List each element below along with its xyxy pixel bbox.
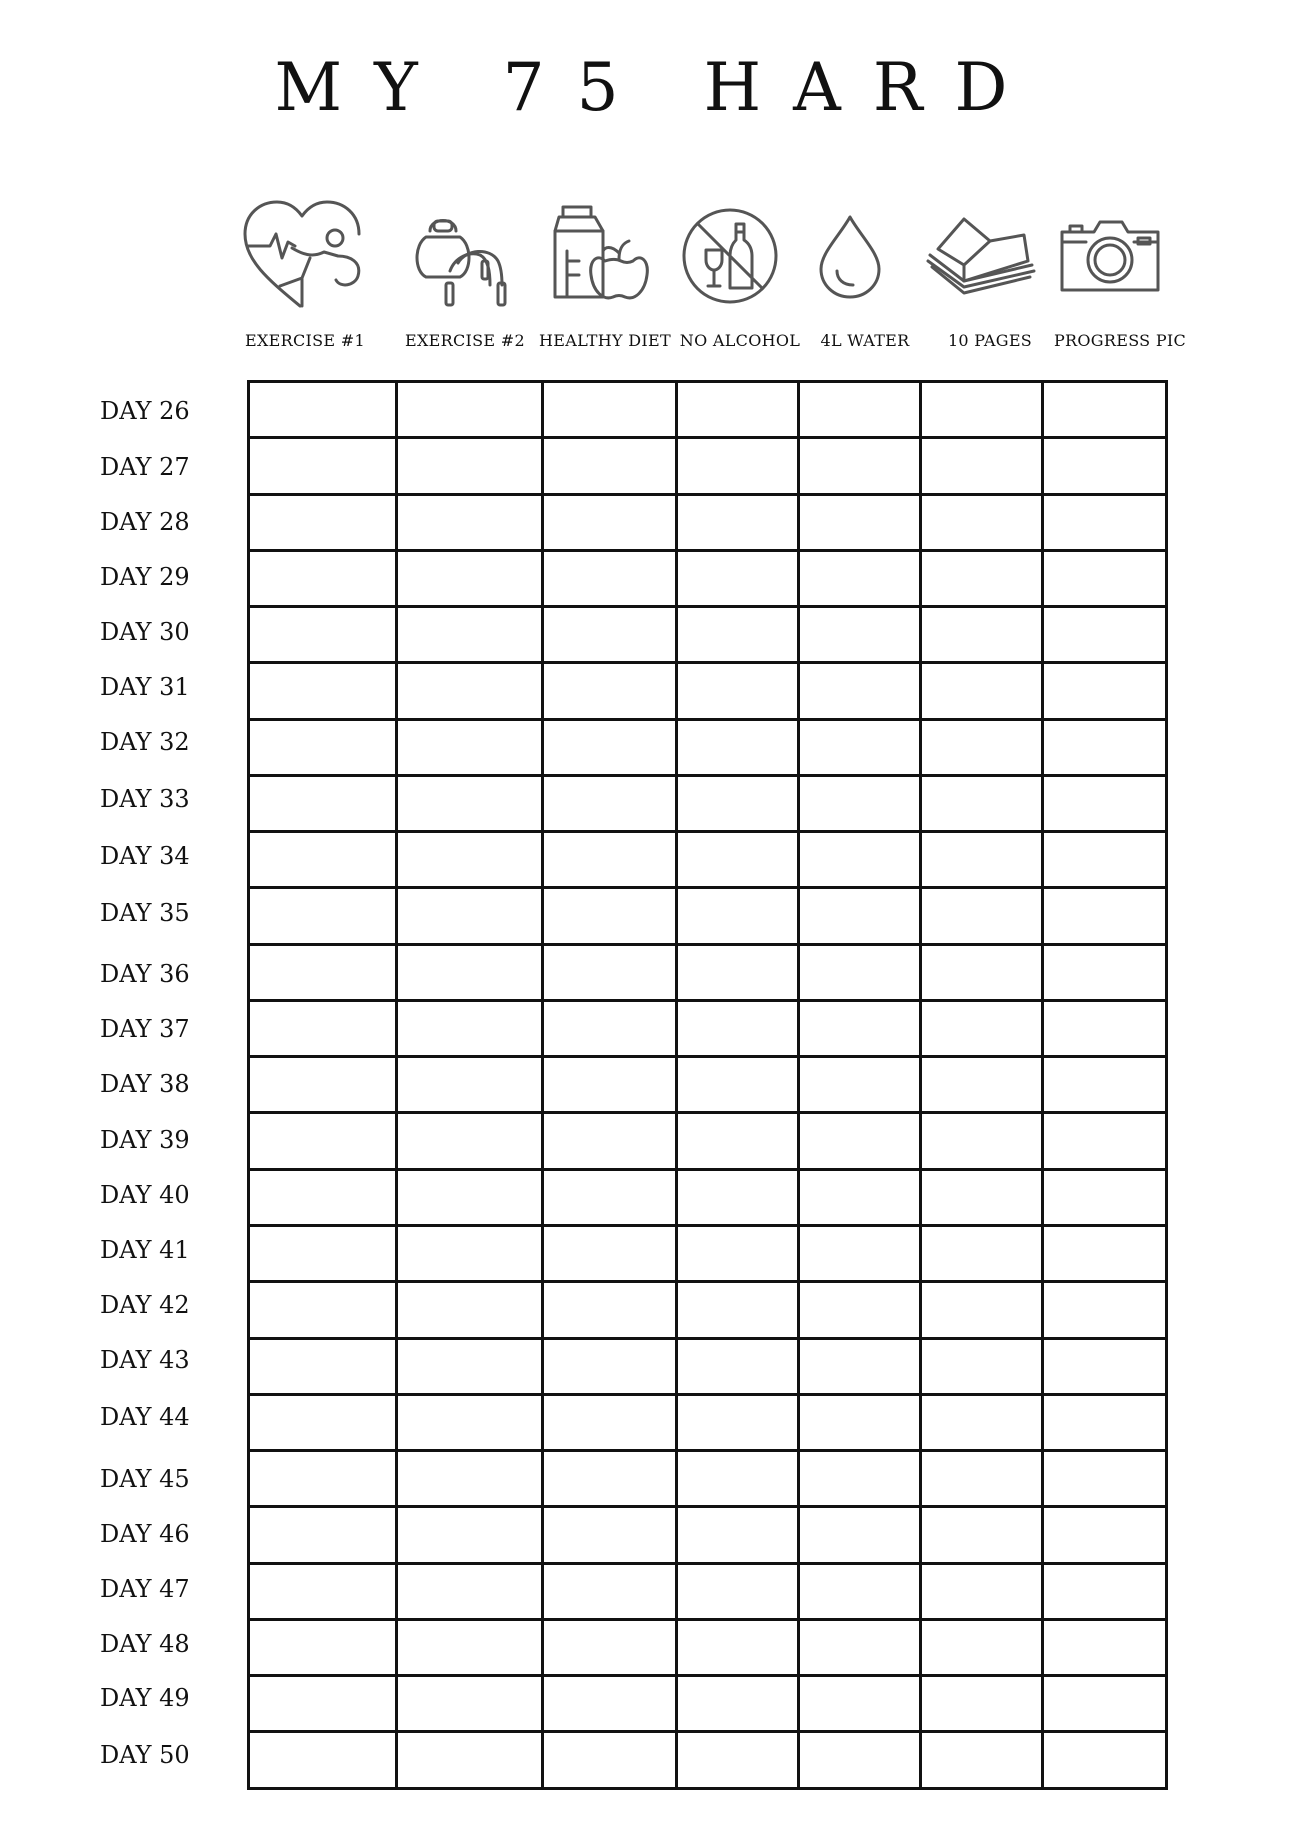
page-title: MY 75 HARD: [274, 49, 1040, 126]
check-cell[interactable]: [1043, 1113, 1167, 1169]
check-cell[interactable]: [677, 1225, 799, 1281]
check-cell[interactable]: [677, 1282, 799, 1338]
check-cell[interactable]: [397, 719, 543, 775]
check-cell[interactable]: [543, 832, 677, 888]
day-label: DAY 49: [100, 1684, 190, 1712]
check-cell[interactable]: [799, 550, 921, 606]
column-header-exercise-1: EXERCISE #1: [245, 331, 365, 350]
check-cell[interactable]: [677, 1563, 799, 1619]
day-label: DAY 37: [100, 1015, 190, 1043]
check-cell[interactable]: [677, 550, 799, 606]
check-cell[interactable]: [249, 832, 397, 888]
check-cell[interactable]: [921, 494, 1043, 550]
check-cell[interactable]: [799, 438, 921, 494]
check-cell[interactable]: [799, 888, 921, 944]
check-cell[interactable]: [249, 607, 397, 663]
check-cell[interactable]: [921, 607, 1043, 663]
day-label: DAY 35: [100, 899, 190, 927]
check-cell[interactable]: [543, 1563, 677, 1619]
check-cell[interactable]: [677, 1394, 799, 1450]
check-cell[interactable]: [921, 944, 1043, 1000]
table-row: [249, 1338, 1167, 1394]
table-row: [249, 607, 1167, 663]
check-cell[interactable]: [249, 1619, 397, 1675]
check-cell[interactable]: [397, 607, 543, 663]
check-cell[interactable]: [397, 382, 543, 438]
check-cell[interactable]: [397, 1338, 543, 1394]
check-cell[interactable]: [921, 438, 1043, 494]
check-cell[interactable]: [249, 1676, 397, 1732]
check-cell[interactable]: [1043, 1619, 1167, 1675]
day-label: DAY 46: [100, 1520, 190, 1548]
check-cell[interactable]: [1043, 382, 1167, 438]
check-cell[interactable]: [397, 832, 543, 888]
check-cell[interactable]: [799, 494, 921, 550]
check-cell[interactable]: [677, 1451, 799, 1507]
check-cell[interactable]: [543, 1507, 677, 1563]
check-cell[interactable]: [397, 1282, 543, 1338]
check-cell[interactable]: [249, 663, 397, 719]
day-label: DAY 32: [100, 728, 190, 756]
check-cell[interactable]: [397, 550, 543, 606]
check-cell[interactable]: [799, 1338, 921, 1394]
water-drop-icon: [805, 196, 895, 316]
check-cell[interactable]: [677, 607, 799, 663]
check-cell[interactable]: [249, 1225, 397, 1281]
check-cell[interactable]: [543, 1338, 677, 1394]
check-cell[interactable]: [249, 1563, 397, 1619]
check-cell[interactable]: [1043, 1676, 1167, 1732]
check-cell[interactable]: [543, 1057, 677, 1113]
check-cell[interactable]: [1043, 888, 1167, 944]
check-cell[interactable]: [1043, 438, 1167, 494]
check-cell[interactable]: [677, 832, 799, 888]
check-cell[interactable]: [677, 1113, 799, 1169]
check-cell[interactable]: [1043, 1394, 1167, 1450]
check-cell[interactable]: [799, 719, 921, 775]
check-cell[interactable]: [921, 1451, 1043, 1507]
check-cell[interactable]: [1043, 719, 1167, 775]
check-cell[interactable]: [249, 494, 397, 550]
check-cell[interactable]: [397, 1113, 543, 1169]
check-cell[interactable]: [249, 719, 397, 775]
day-label: DAY 42: [100, 1291, 190, 1319]
check-cell[interactable]: [543, 1732, 677, 1789]
check-cell[interactable]: [249, 888, 397, 944]
check-cell[interactable]: [543, 1676, 677, 1732]
check-cell[interactable]: [543, 438, 677, 494]
check-cell[interactable]: [249, 944, 397, 1000]
day-label: DAY 40: [100, 1181, 190, 1209]
check-cell[interactable]: [677, 1507, 799, 1563]
check-cell[interactable]: [397, 1563, 543, 1619]
check-cell[interactable]: [799, 382, 921, 438]
check-cell[interactable]: [799, 1676, 921, 1732]
check-cell[interactable]: [677, 944, 799, 1000]
check-cell[interactable]: [677, 775, 799, 831]
check-cell[interactable]: [397, 1225, 543, 1281]
check-cell[interactable]: [397, 1000, 543, 1056]
day-label: DAY 41: [100, 1236, 190, 1264]
check-cell[interactable]: [1043, 1225, 1167, 1281]
check-cell[interactable]: [799, 1169, 921, 1225]
check-cell[interactable]: [677, 1057, 799, 1113]
day-label: DAY 33: [100, 785, 190, 813]
check-cell[interactable]: [921, 550, 1043, 606]
day-label: DAY 36: [100, 960, 190, 988]
check-cell[interactable]: [799, 1282, 921, 1338]
table-row: [249, 1732, 1167, 1789]
check-cell[interactable]: [543, 1225, 677, 1281]
table-row: [249, 1113, 1167, 1169]
check-cell[interactable]: [677, 1676, 799, 1732]
check-cell[interactable]: [249, 1451, 397, 1507]
check-cell[interactable]: [921, 832, 1043, 888]
check-cell[interactable]: [1043, 1732, 1167, 1789]
column-header-no-alcohol: NO ALCOHOL: [679, 331, 801, 350]
check-cell[interactable]: [543, 1113, 677, 1169]
check-cell[interactable]: [397, 1619, 543, 1675]
check-cell[interactable]: [799, 1000, 921, 1056]
check-cell[interactable]: [799, 832, 921, 888]
check-cell[interactable]: [677, 382, 799, 438]
check-cell[interactable]: [677, 494, 799, 550]
check-cell[interactable]: [677, 719, 799, 775]
check-cell[interactable]: [921, 1732, 1043, 1789]
milk-apple-icon: [545, 196, 655, 316]
check-cell[interactable]: [397, 1057, 543, 1113]
check-cell[interactable]: [249, 1507, 397, 1563]
column-header-10-pages: 10 PAGES: [947, 331, 1033, 350]
check-cell[interactable]: [799, 944, 921, 1000]
check-cell[interactable]: [543, 719, 677, 775]
day-label: DAY 34: [100, 842, 190, 870]
table-row: [249, 1282, 1167, 1338]
check-cell[interactable]: [1043, 775, 1167, 831]
table-row: [249, 1394, 1167, 1450]
check-cell[interactable]: [397, 1507, 543, 1563]
table-row: [249, 1057, 1167, 1113]
check-cell[interactable]: [1043, 1563, 1167, 1619]
check-cell[interactable]: [249, 775, 397, 831]
check-cell[interactable]: [921, 1000, 1043, 1056]
check-cell[interactable]: [799, 1451, 921, 1507]
check-cell[interactable]: [921, 1619, 1043, 1675]
table-row: [249, 1169, 1167, 1225]
check-cell[interactable]: [799, 775, 921, 831]
day-label: DAY 38: [100, 1070, 190, 1098]
check-cell[interactable]: [1043, 1282, 1167, 1338]
check-cell[interactable]: [249, 1057, 397, 1113]
table-row: [249, 944, 1167, 1000]
check-cell[interactable]: [799, 1563, 921, 1619]
check-cell[interactable]: [1043, 832, 1167, 888]
check-cell[interactable]: [249, 1394, 397, 1450]
check-cell[interactable]: [677, 1619, 799, 1675]
table-row: [249, 550, 1167, 606]
check-cell[interactable]: [1043, 494, 1167, 550]
check-cell[interactable]: [249, 1282, 397, 1338]
check-cell[interactable]: [543, 944, 677, 1000]
check-cell[interactable]: [921, 1394, 1043, 1450]
check-cell[interactable]: [677, 1732, 799, 1789]
check-cell[interactable]: [249, 1113, 397, 1169]
day-label: DAY 44: [100, 1403, 190, 1431]
check-cell[interactable]: [397, 775, 543, 831]
table-row: [249, 382, 1167, 438]
day-label: DAY 29: [100, 563, 190, 591]
check-cell[interactable]: [543, 1394, 677, 1450]
check-cell[interactable]: [921, 382, 1043, 438]
check-cell[interactable]: [397, 1732, 543, 1789]
check-cell[interactable]: [543, 663, 677, 719]
column-header-healthy-diet: HEALTHY DIET: [539, 331, 671, 350]
day-label: DAY 26: [100, 397, 190, 425]
check-cell[interactable]: [1043, 944, 1167, 1000]
no-alcohol-icon: [675, 196, 785, 316]
day-label: DAY 31: [100, 673, 190, 701]
check-cell[interactable]: [921, 1169, 1043, 1225]
day-label: DAY 50: [100, 1741, 190, 1769]
check-cell[interactable]: [799, 1507, 921, 1563]
check-cell[interactable]: [1043, 1338, 1167, 1394]
check-cell[interactable]: [921, 663, 1043, 719]
check-cell[interactable]: [921, 1057, 1043, 1113]
check-cell[interactable]: [799, 1619, 921, 1675]
table-row: [249, 888, 1167, 944]
table-row: [249, 719, 1167, 775]
column-header-exercise-2: EXERCISE #2: [405, 331, 525, 350]
check-cell[interactable]: [249, 1000, 397, 1056]
check-cell[interactable]: [543, 607, 677, 663]
check-cell[interactable]: [921, 1507, 1043, 1563]
check-cell[interactable]: [921, 1676, 1043, 1732]
check-cell[interactable]: [921, 1282, 1043, 1338]
table-row: [249, 1507, 1167, 1563]
table-row: [249, 1563, 1167, 1619]
check-cell[interactable]: [1043, 1451, 1167, 1507]
check-cell[interactable]: [677, 438, 799, 494]
check-cell[interactable]: [397, 1169, 543, 1225]
table-row: [249, 1000, 1167, 1056]
check-cell[interactable]: [397, 494, 543, 550]
check-cell[interactable]: [921, 888, 1043, 944]
check-cell[interactable]: [249, 438, 397, 494]
check-cell[interactable]: [921, 1563, 1043, 1619]
check-cell[interactable]: [921, 719, 1043, 775]
check-cell[interactable]: [543, 1282, 677, 1338]
day-label: DAY 27: [100, 453, 190, 481]
day-label: DAY 48: [100, 1630, 190, 1658]
check-cell[interactable]: [397, 1676, 543, 1732]
table-row: [249, 1225, 1167, 1281]
check-cell[interactable]: [397, 944, 543, 1000]
check-cell[interactable]: [397, 1451, 543, 1507]
check-cell[interactable]: [249, 382, 397, 438]
table-row: [249, 663, 1167, 719]
day-label: DAY 28: [100, 508, 190, 536]
check-cell[interactable]: [921, 1338, 1043, 1394]
check-cell[interactable]: [1043, 550, 1167, 606]
check-cell[interactable]: [543, 1169, 677, 1225]
check-cell[interactable]: [543, 1619, 677, 1675]
check-cell[interactable]: [1043, 663, 1167, 719]
day-label: DAY 45: [100, 1465, 190, 1493]
check-cell[interactable]: [543, 494, 677, 550]
table-row: [249, 1676, 1167, 1732]
check-cell[interactable]: [1043, 1000, 1167, 1056]
check-cell[interactable]: [397, 438, 543, 494]
table-row: [249, 1619, 1167, 1675]
tracker-grid: [247, 380, 1168, 1790]
table-row: [249, 775, 1167, 831]
check-cell[interactable]: [543, 550, 677, 606]
heart-yoga-icon: [235, 196, 385, 316]
day-label: DAY 43: [100, 1346, 190, 1374]
day-label: DAY 30: [100, 618, 190, 646]
column-header-progress-pic: PROGRESS PIC: [1053, 331, 1187, 350]
check-cell[interactable]: [543, 382, 677, 438]
open-book-icon: [920, 196, 1040, 316]
check-cell[interactable]: [397, 1394, 543, 1450]
check-cell[interactable]: [249, 550, 397, 606]
check-cell[interactable]: [397, 663, 543, 719]
check-cell[interactable]: [1043, 1169, 1167, 1225]
check-cell[interactable]: [677, 888, 799, 944]
check-cell[interactable]: [677, 1169, 799, 1225]
check-cell[interactable]: [677, 663, 799, 719]
day-label: DAY 47: [100, 1575, 190, 1603]
check-cell[interactable]: [799, 607, 921, 663]
table-row: [249, 1451, 1167, 1507]
check-cell[interactable]: [1043, 607, 1167, 663]
check-cell[interactable]: [543, 775, 677, 831]
table-row: [249, 438, 1167, 494]
check-cell[interactable]: [543, 888, 677, 944]
check-cell[interactable]: [543, 1000, 677, 1056]
check-cell[interactable]: [799, 1732, 921, 1789]
check-cell[interactable]: [1043, 1507, 1167, 1563]
check-cell[interactable]: [1043, 1057, 1167, 1113]
camera-icon: [1050, 196, 1170, 316]
table-row: [249, 832, 1167, 888]
check-cell[interactable]: [677, 1000, 799, 1056]
column-header-4l-water: 4L WATER: [820, 331, 910, 350]
check-cell[interactable]: [249, 1169, 397, 1225]
check-cell[interactable]: [249, 1732, 397, 1789]
check-cell[interactable]: [677, 1338, 799, 1394]
check-cell[interactable]: [799, 1113, 921, 1169]
kettlebell-jumprope-icon: [405, 196, 525, 316]
check-cell[interactable]: [397, 888, 543, 944]
check-cell[interactable]: [921, 1113, 1043, 1169]
check-cell[interactable]: [799, 663, 921, 719]
table-row: [249, 494, 1167, 550]
check-cell[interactable]: [799, 1057, 921, 1113]
check-cell[interactable]: [799, 1394, 921, 1450]
check-cell[interactable]: [921, 1225, 1043, 1281]
check-cell[interactable]: [921, 775, 1043, 831]
day-label: DAY 39: [100, 1126, 190, 1154]
check-cell[interactable]: [249, 1338, 397, 1394]
check-cell[interactable]: [543, 1451, 677, 1507]
check-cell[interactable]: [799, 1225, 921, 1281]
